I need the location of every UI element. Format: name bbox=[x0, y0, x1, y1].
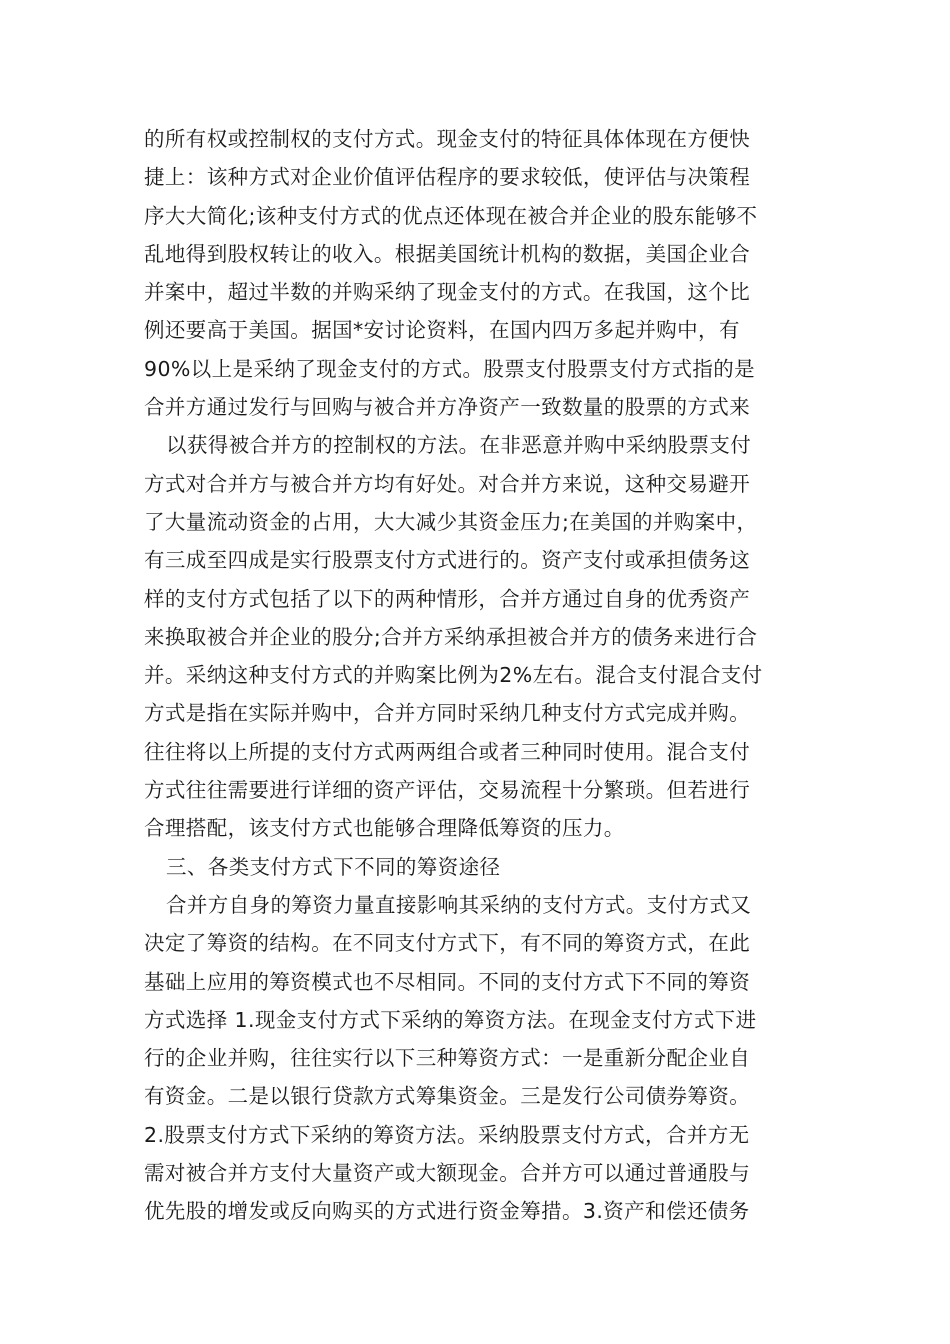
text-line: 以获得被合并方的控制权的方法。在非恶意并购中采纳股票支付 bbox=[166, 433, 752, 458]
text-line: 基础上应用的筹资模式也不尽相同。不同的支付方式下不同的筹资 bbox=[144, 969, 751, 994]
text-line: 往往将以上所提的支付方式两两组合或者三种同时使用。混合支付 bbox=[144, 739, 751, 764]
text-line: 序大大简化;该种支付方式的优点还体现在被合并企业的股东能够不 bbox=[144, 203, 758, 228]
text-line: 行的企业并购，往往实行以下三种筹资方式：一是重新分配企业自 bbox=[144, 1046, 751, 1071]
text-line: 来换取被合并企业的股分;合并方采纳承担被合并方的债务来进行合 bbox=[144, 624, 758, 649]
text-line: 合并方自身的筹资力量直接影响其采纳的支付方式。支付方式又 bbox=[166, 892, 752, 917]
text-line: 了大量流动资金的占用，大大减少其资金压力;在美国的并购案中， bbox=[144, 509, 758, 534]
text-line: 方式选择 1.现金支付方式下采纳的筹资方法。在现金支付方式下进 bbox=[144, 1007, 757, 1032]
text-line: 合理搭配，该支付方式也能够合理降低筹资的压力。 bbox=[144, 816, 625, 841]
text-line: 并案中，超过半数的并购采纳了现金支付的方式。在我国，这个比 bbox=[144, 280, 751, 305]
text-line: 决定了筹资的结构。在不同支付方式下，有不同的筹资方式，在此 bbox=[144, 931, 751, 956]
text-line: 例还要高于美国。据国*安讨论资料，在国内四万多起并购中，有 bbox=[144, 318, 740, 343]
text-line: 的所有权或控制权的支付方式。现金支付的特征具体体现在方便快 bbox=[144, 127, 751, 151]
text-line: 合并方通过发行与回购与被合并方净资产一致数量的股票的方式来 bbox=[144, 395, 751, 420]
text-line: 样的支付方式包括了以下的两种情形，合并方通过自身的优秀资产 bbox=[144, 586, 751, 611]
section-heading: 三、各类支付方式下不同的筹资途径 bbox=[166, 854, 501, 879]
text-line: 并。采纳这种支付方式的并购案比例为2%左右。混合支付混合支付 bbox=[144, 663, 763, 688]
text-line: 捷上：该种方式对企业价值评估程序的要求较低，使评估与决策程 bbox=[144, 165, 751, 190]
text-line: 2.股票支付方式下采纳的筹资方法。采纳股票支付方式，合并方无 bbox=[144, 1122, 750, 1147]
text-line: 方式往往需要进行详细的资产评估，交易流程十分繁琐。但若进行 bbox=[144, 778, 751, 803]
text-line: 方式是指在实际并购中，合并方同时采纳几种支付方式完成并购。 bbox=[144, 701, 751, 726]
text-line: 需对被合并方支付大量资产或大额现金。合并方可以通过普通股与 bbox=[144, 1161, 751, 1186]
text-line: 有三成至四成是实行股票支付方式进行的。资产支付或承担债务这 bbox=[144, 548, 751, 573]
text-line: 乱地得到股权转让的收入。根据美国统计机构的数据，美国企业合 bbox=[144, 241, 751, 266]
text-line: 有资金。二是以银行贷款方式筹集资金。三是发行公司债券筹资。 bbox=[144, 1084, 751, 1109]
text-line: 优先股的增发或反向购买的方式进行资金筹措。3.资产和偿还债务 bbox=[144, 1199, 750, 1224]
body-text bbox=[144, 120, 816, 1231]
text-line: 90%以上是采纳了现金支付的方式。股票支付股票支付方式指的是 bbox=[144, 356, 756, 381]
text-line: 方式对合并方与被合并方均有好处。对合并方来说，这种交易避开 bbox=[144, 471, 751, 496]
